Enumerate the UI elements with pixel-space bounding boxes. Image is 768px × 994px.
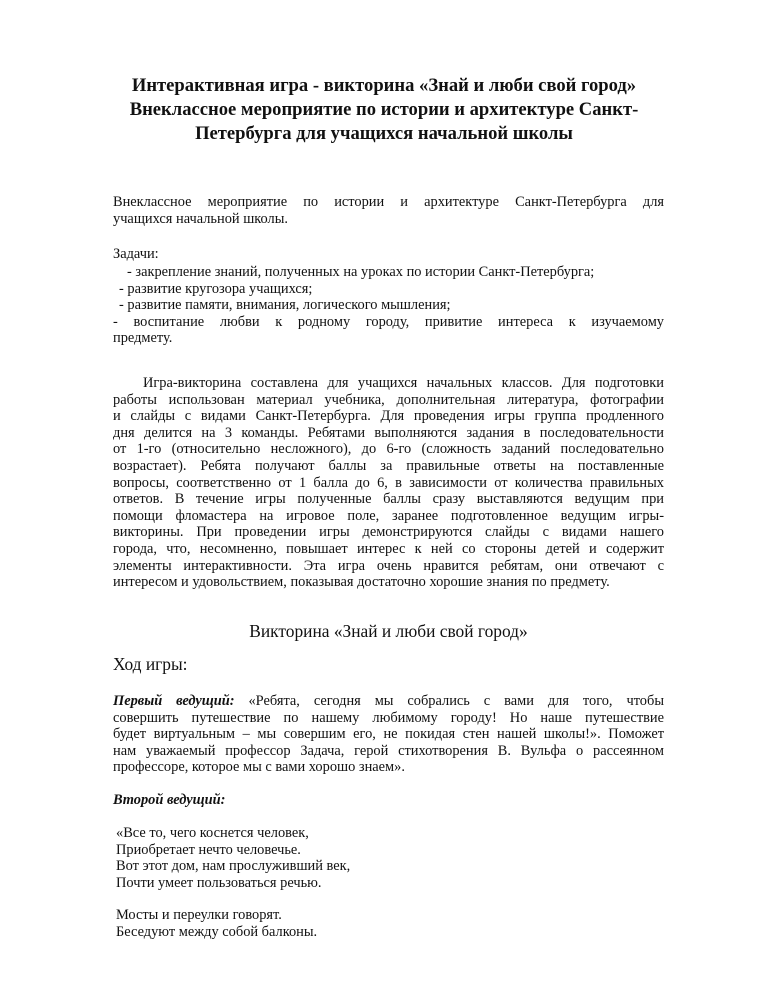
lead-line: профессоре, которое мы с вами хорошо знаем». [113, 759, 405, 776]
task-item: - развитие памяти, внимания, логического мышления; [119, 297, 451, 314]
paragraph-line: вопросы, соответственно от 1 балла до 6, в зависимости от количества правильных [113, 474, 664, 491]
poem-line: Приобретает нечто человечье. [116, 841, 301, 858]
task-continuation: предмету. [113, 330, 173, 347]
paragraph-line: возрастает). Ребята получают баллы за правильные ответы на поставленные [113, 457, 664, 474]
poem-stanza [116, 907, 667, 940]
title-line: Интерактивная игра - викторина «Знай и люби свой город» [131, 75, 637, 96]
second-lead-label [113, 792, 664, 809]
quiz-subtitle: Викторина «Знай и люби свой город» [249, 621, 528, 641]
intro-line: учащихся начальной школы. [113, 210, 288, 227]
title-line: Внеклассное мероприятие по истории и архитектуре Санкт- [129, 99, 639, 120]
lead-line [113, 693, 664, 710]
poem-line: Вот этот дом, нам прослуживший век, [116, 858, 351, 875]
second-lead-speaker: Второй ведущий: [113, 792, 226, 808]
poem-stanza [116, 825, 667, 891]
paragraph-line: дня делится на 3 команды. Ребятами выполняются задания в последовательности [113, 424, 664, 441]
paragraph-line: города, что, несомненно, повышает интерес к ней со стороны детей и содержит [113, 540, 664, 557]
paragraph-line: викторины. При проведении игры демонстрируются слайды с видами нашего [113, 524, 664, 541]
poem-line: «Все то, чего коснется человек, [116, 825, 309, 841]
first-lead-text: «Ребята, сегодня мы собрались с вами для того, чтобы [234, 693, 664, 709]
paragraph-line: элементы интерактивности. Эта игра очень нравится ребятам, они отвечают с [113, 557, 664, 574]
paragraph-line: интересом и удовольствием, показывая достаточно хорошие знания по предмету. [113, 574, 610, 591]
intro-paragraph [113, 194, 664, 227]
lead-line: будет виртуальным – мы совершим его, не покидая стен нашей школы!». Поможет [113, 726, 664, 743]
paragraph-line: помощи фломастера на игровое поле, заранее подготовленное ведущим игры- [113, 507, 664, 524]
paragraph-line: работы использован материал учебника, дополнительная литература, фотографии [113, 391, 664, 408]
paragraph-line: Игра-викторина составлена для учащихся начальных классов. Для подготовки [143, 375, 664, 391]
poem-line: Беседуют между собой балконы. [116, 923, 318, 940]
title-line: Петербурга для учащихся начальной школы [195, 123, 573, 144]
task-item: - закрепление знаний, полученных на уроках по истории Санкт-Петербурга; [127, 264, 595, 280]
document-title [100, 74, 668, 146]
poem-line: Почти умеет пользоваться речью. [116, 874, 322, 891]
task-item: - развитие кругозора учащихся; [119, 280, 313, 297]
description-paragraph [113, 375, 664, 591]
paragraph-line: и слайды с видами Санкт-Петербурга. Для проведения игры группа продленного [113, 408, 664, 425]
poem-line: Мосты и переулки говорят. [116, 907, 282, 923]
task-item: - воспитание любви к родному городу, привитие интереса к изучаемому [113, 313, 664, 330]
intro-line: Внеклассное мероприятие по истории и архитектуре Санкт-Петербурга для [113, 194, 664, 210]
tasks-label: Задачи: [113, 246, 159, 262]
first-lead-paragraph [113, 693, 664, 776]
paragraph-line: ответов. В течение игры полученные баллы сразу выставляются ведущим при [113, 491, 664, 508]
first-lead-speaker: Первый ведущий: [113, 693, 235, 709]
section-heading: Ход игры: [113, 654, 188, 674]
lead-line: нам уважаемый профессор Задача, герой стихотворения В. Вульфа о рассеянном [113, 742, 664, 759]
paragraph-line: от 1-го (относительно несложного), до 6-го (сложность заданий последовательно [113, 441, 664, 458]
lead-line: совершить путешествие по нашему любимому городу! Но наше путешествие [113, 709, 664, 726]
tasks-list [113, 264, 664, 347]
